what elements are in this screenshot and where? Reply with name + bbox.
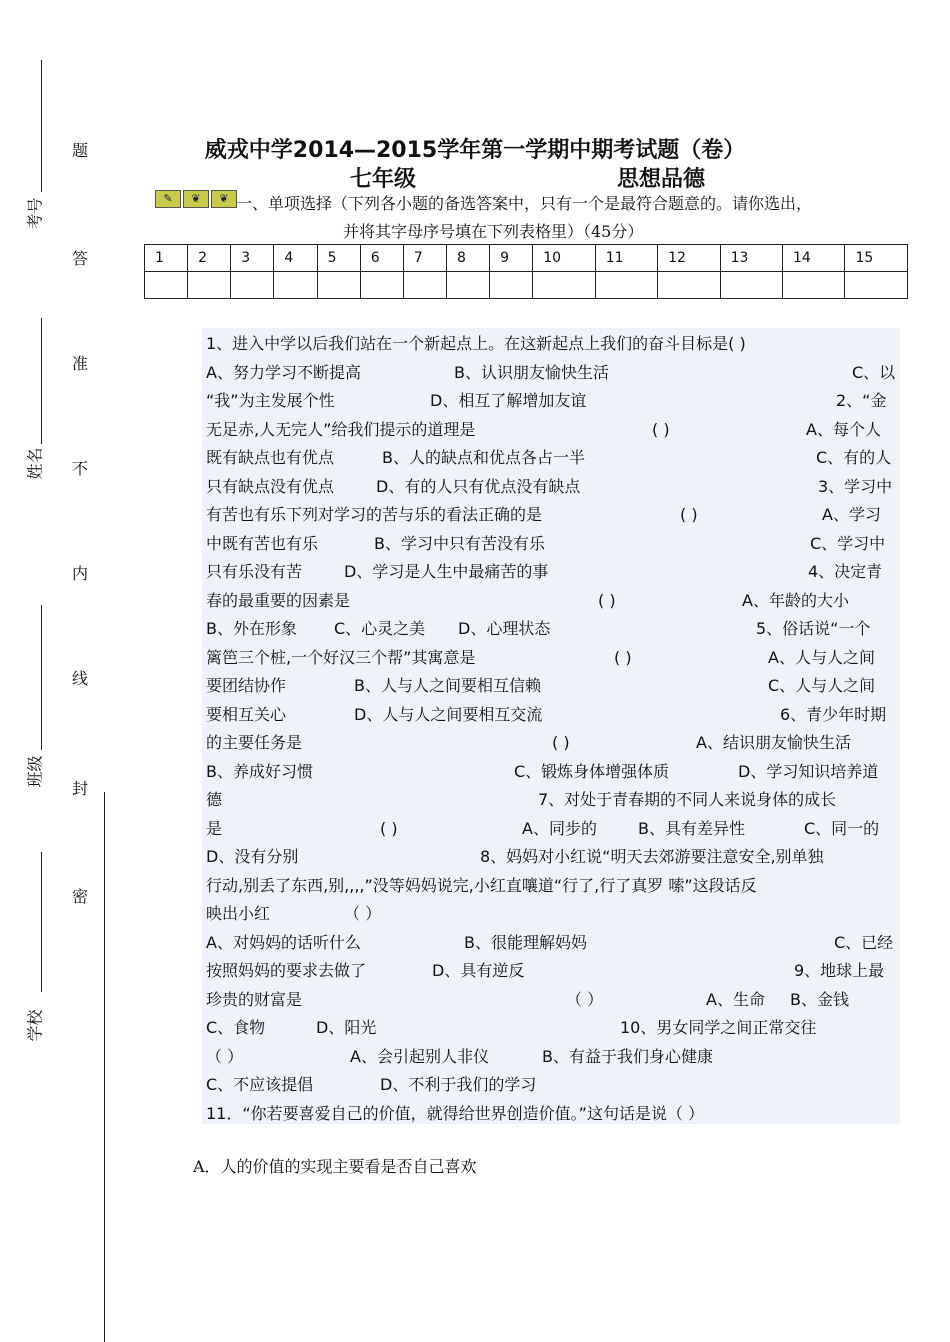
answer-blank-cell[interactable] (595, 272, 657, 299)
question-text-segment: C、以 (852, 362, 896, 382)
question-text-segment: A、对妈妈的话听什么 (206, 932, 361, 952)
margin-line (104, 792, 105, 1342)
answer-blank-cell[interactable] (783, 272, 845, 299)
pencil-icon: ✎ (155, 190, 181, 208)
question-text-segment: 映出小红 (206, 904, 271, 923)
exam-title: 威戎中学2014—2015学年第一学期中期考试题（卷） (204, 138, 746, 163)
question-text-segment: 4、决定青 (808, 562, 883, 581)
banji-label: 班级 (25, 755, 45, 788)
answer-number-cell: 10 (533, 245, 595, 272)
question-text-segment: A、年龄的大小 (742, 590, 849, 610)
question-text-segment: 中既有苦也有乐 (206, 533, 319, 553)
question-text-segment: 行动,别丢了东西,别,,,,”没等妈妈说完,小红直嚷道“行了,行了真罗 嗦”这段话反 (206, 875, 757, 895)
question-text-segment: D、阳光 (316, 1018, 377, 1037)
seal-char: 封 (71, 779, 88, 798)
kaohao-label: 考号 (25, 197, 45, 230)
question-text-segment: 9、地球上最 (794, 961, 885, 980)
answer-blank-cell[interactable] (360, 272, 403, 299)
question-text-segment: B、很能理解妈妈 (464, 932, 587, 952)
question-text-segment: D、具有逆反 (432, 961, 525, 980)
question-text-segment: “我”为主发展个性 (206, 391, 335, 410)
question-text-segment: A、生命 (706, 989, 765, 1009)
question-text-segment: 10、男女同学之间正常交往 (620, 1018, 817, 1037)
question-text-segment: 篱笆三个桩,一个好汉三个帮”其寓意是 (206, 647, 476, 667)
answer-number-cell: 15 (845, 245, 908, 272)
answer-input-row (145, 272, 908, 299)
scroll-icon: ❦ (211, 190, 237, 208)
question-text-segment: 要相互关心 (206, 704, 287, 724)
question-text-segment: ( ) (552, 733, 570, 752)
question-text-segment: A、同步的 (522, 818, 597, 838)
answer-blank-cell[interactable] (720, 272, 782, 299)
question-text-segment: 德 (206, 790, 223, 809)
question-text-segment: （ ） (206, 1046, 244, 1066)
seal-char: 线 (71, 669, 88, 688)
question-text-segment: A、结识朋友愉快生活 (696, 733, 851, 752)
question-text-segment: A、会引起别人非仪 (350, 1046, 489, 1066)
question-text-segment: B、外在形象 (206, 619, 297, 638)
scroll-icon: ❦ (183, 190, 209, 208)
question-text-segment: D、相互了解增加友谊 (430, 391, 587, 410)
seal-char: 准 (71, 354, 88, 373)
seal-char: 内 (71, 564, 88, 583)
question-text-segment: 是 (206, 818, 223, 838)
question-text-segment: B、养成好习惯 (206, 761, 313, 781)
question-text-segment: （ ） (344, 904, 382, 923)
question-text-segment: C、人与人之间 (768, 676, 876, 695)
xuexiao-label: 学校 (25, 1009, 45, 1042)
question-text-segment: 7、对处于青春期的不同人来说身体的成长 (538, 790, 837, 809)
answer-number-cell: 8 (446, 245, 489, 272)
question-text-segment: 3、学习中 (818, 476, 893, 496)
answer-number-cell: 9 (490, 245, 533, 272)
question-text-segment: C、有的人 (816, 448, 892, 467)
question-text-segment: B、学习中只有苦没有乐 (374, 533, 545, 553)
answer-blank-cell[interactable] (317, 272, 360, 299)
answer-blank-cell[interactable] (446, 272, 489, 299)
subject-label: 思想品德 (617, 167, 706, 192)
question-text-segment: D、没有分别 (206, 847, 299, 866)
question-text-segment: 要团结协作 (206, 676, 287, 695)
seal-char: 答 (71, 249, 88, 268)
q11-option-a: A．人的价值的实现主要看是否自己喜欢 (193, 1157, 477, 1176)
answer-number-cell: 5 (317, 245, 360, 272)
seal-char: 密 (71, 887, 88, 906)
answer-number-cell: 13 (720, 245, 782, 272)
margin-line (41, 60, 42, 192)
margin-line (41, 318, 42, 444)
question-text-segment: D、有的人只有优点没有缺点 (376, 476, 581, 496)
question-text-segment: 8、妈妈对小红说“明天去郊游要注意安全,别单独 (480, 847, 824, 866)
seal-char: 题 (71, 141, 88, 160)
seal-char: 不 (71, 459, 88, 478)
question-text-segment: A、每个人 (806, 419, 881, 439)
question-text-segment: 无足赤,人无完人”给我们提示的道理是 (206, 419, 476, 439)
question-text-segment: 珍贵的财富是 (206, 989, 303, 1009)
answer-number-cell: 6 (360, 245, 403, 272)
question-text-segment: ( ) (652, 419, 670, 439)
answer-number-cell: 4 (274, 245, 317, 272)
answer-blank-cell[interactable] (188, 272, 231, 299)
question-text-segment: D、学习知识培养道 (738, 761, 879, 781)
question-text-segment: 的主要任务是 (206, 733, 303, 752)
grade-label: 七年级 (350, 167, 417, 192)
answer-blank-cell[interactable] (274, 272, 317, 299)
answer-blank-cell[interactable] (490, 272, 533, 299)
answer-blank-cell[interactable] (403, 272, 446, 299)
question-text-segment: C、学习中 (810, 533, 886, 553)
xingming-label: 姓名 (25, 447, 45, 480)
answer-number-cell: 3 (231, 245, 274, 272)
answer-number-cell: 1 (145, 245, 188, 272)
toolbar-icons (155, 190, 237, 208)
question-text-segment: A、努力学习不断提高 (206, 362, 361, 382)
answer-number-row (145, 245, 908, 272)
question-text-segment: D、心理状态 (458, 619, 551, 638)
question-text-segment: B、金钱 (790, 989, 849, 1009)
answer-blank-cell[interactable] (845, 272, 908, 299)
question-text-segment: B、认识朋友愉快生活 (454, 362, 609, 382)
question-text-segment: 11．“你若要喜爱自己的价值，就得给世界创造价值。”这句话是说（ ） (206, 1103, 705, 1123)
margin-line (41, 605, 42, 750)
question-text-segment: D、人与人之间要相互交流 (354, 704, 543, 724)
margin-line (41, 852, 42, 992)
question-text-segment: 2、“金 (836, 391, 887, 410)
section-instruction-line2: 并将其字母序号填在下列表格里）（45分） (343, 222, 644, 241)
question-text-segment: ( ) (680, 505, 698, 524)
question-text-segment: ( ) (598, 590, 616, 610)
question-text-segment: C、锻炼身体增强体质 (514, 761, 670, 781)
answer-number-cell: 12 (658, 245, 720, 272)
question-text-segment: B、人的缺点和优点各占一半 (382, 448, 585, 467)
question-text-segment: A、学习 (822, 505, 881, 524)
question-text-segment: 既有缺点也有优点 (206, 448, 335, 467)
question-text-segment: 1、进入中学以后我们站在一个新起点上。在这新起点上我们的奋斗目标是( ) (206, 334, 746, 353)
question-text-segment: B、具有差异性 (638, 818, 745, 838)
question-text-segment: ( ) (380, 818, 398, 838)
question-text-segment: （ ） (566, 989, 604, 1009)
question-text-segment: C、已经 (834, 932, 894, 952)
question-text-segment: 6、青少年时期 (780, 704, 887, 724)
question-text-segment: ( ) (614, 647, 632, 667)
question-text-segment: D、不利于我们的学习 (380, 1075, 537, 1094)
answer-number-cell: 7 (403, 245, 446, 272)
answer-blank-cell[interactable] (658, 272, 720, 299)
question-text-segment: D、学习是人生中最痛苦的事 (344, 562, 549, 581)
question-text-segment: 有苦也有乐下列对学习的苦与乐的看法正确的是 (206, 505, 543, 524)
question-text-segment: A、人与人之间 (768, 647, 875, 667)
question-text-segment: C、不应该提倡 (206, 1075, 314, 1094)
answer-blank-cell[interactable] (231, 272, 274, 299)
question-text-segment: 只有缺点没有优点 (206, 476, 335, 496)
question-text-segment: 按照妈妈的要求去做了 (206, 961, 367, 980)
answer-number-cell: 14 (783, 245, 845, 272)
answer-number-cell: 11 (595, 245, 657, 272)
answer-table (144, 244, 908, 299)
question-text-segment: C、食物 (206, 1018, 266, 1037)
question-text-segment: B、有益于我们身心健康 (542, 1046, 713, 1066)
question-text-segment: 春的最重要的因素是 (206, 590, 351, 610)
question-text-segment: 只有乐没有苦 (206, 562, 303, 581)
answer-blank-cell[interactable] (533, 272, 595, 299)
question-text-segment: C、心灵之美 (334, 619, 426, 638)
section-instruction-line1: 一、单项选择（下列各小题的备选答案中，只有一个是最符合题意的。请你选出， (236, 194, 813, 213)
answer-number-cell: 2 (188, 245, 231, 272)
question-text-segment: C、同一的 (804, 818, 880, 838)
question-text-segment: B、人与人之间要相互信赖 (354, 676, 541, 695)
answer-blank-cell[interactable] (145, 272, 188, 299)
question-text-segment: 5、俗话说“一个 (756, 619, 871, 638)
